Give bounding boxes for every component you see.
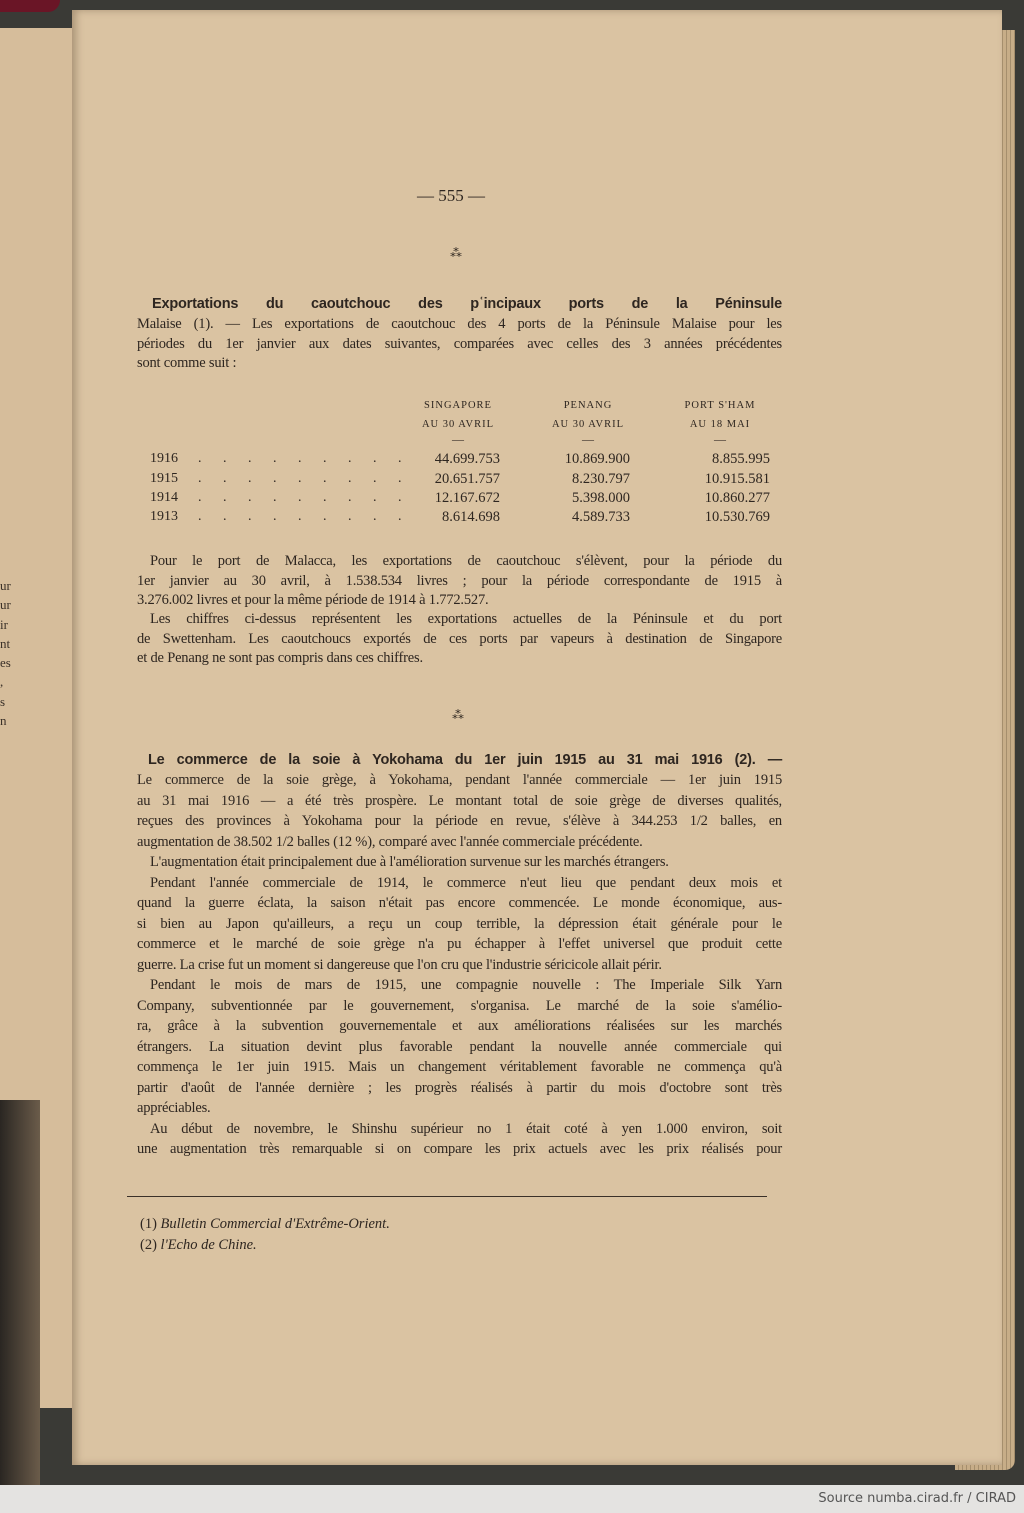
col-dash: — xyxy=(452,432,464,446)
footnote-text: Bulletin Commercial d'Extrême-Orient. xyxy=(160,1216,390,1232)
col-subheader: AU 18 MAI xyxy=(689,419,751,430)
table-cell: 10.869.900 xyxy=(564,451,630,467)
table-cell: 8.855.995 xyxy=(712,451,770,467)
section-separator: ⁂ xyxy=(452,708,468,722)
table-cell: 10.915.581 xyxy=(704,471,770,487)
row-leader-dots: . . . . . . . . . xyxy=(198,451,411,466)
para-chiffres-line: et de Penang ne sont pas compris dans ces chiffres. xyxy=(137,650,423,666)
section1-title: Exportations du caoutchouc des pʿincipaux ports de la Péninsule xyxy=(152,296,782,312)
binding-ribbon xyxy=(0,0,60,12)
section2-line: Pendant l'année commerciale de 1914, le commerce n'eut lieu que pendant deux mois et xyxy=(150,874,782,891)
row-year: 1914 xyxy=(150,490,178,505)
section2-line: L'augmentation était principalement due à l'amélioration survenue sur les marchés étrangers. xyxy=(150,854,669,870)
row-leader-dots: . . . . . . . . . xyxy=(198,509,411,524)
row-leader-dots: . . . . . . . . . xyxy=(198,490,411,505)
section2-line: augmentation de 38.502 1/2 balles (12 %), comparé avec l'année commerciale précédente. xyxy=(137,833,643,850)
row-year: 1915 xyxy=(150,471,178,486)
margin-fragment: , xyxy=(0,674,4,690)
footnote-text: l'Echo de Chine. xyxy=(160,1237,257,1253)
section1-line: Malaise (1). — Les exportations de caoutchouc des 4 ports de la Péninsule Malaise pour les xyxy=(137,316,782,332)
margin-fragment: nt xyxy=(0,635,11,651)
section1-line: sont comme suit : xyxy=(137,355,237,371)
margin-fragment: ir xyxy=(0,616,8,632)
col-header: SINGAPORE xyxy=(424,400,492,411)
footnote-rule xyxy=(127,1196,767,1197)
table-cell: 20.651.757 xyxy=(434,471,500,487)
table-cell: 4.589.733 xyxy=(572,509,630,525)
section1-line: périodes du 1er janvier aux dates suivantes, comparées avec celles des 3 années précédentes xyxy=(137,336,782,352)
para-malacca-line: 3.276.002 livres et pour la même période de 1914 à 1.772.527. xyxy=(137,592,489,608)
row-year: 1916 xyxy=(150,451,178,466)
section2-line: ra, grâce à la subvention gouvernementale et aux améliorations réalisées sur les marchés xyxy=(137,1018,782,1034)
gutter-shadow xyxy=(0,1100,40,1485)
table-cell: 10.860.277 xyxy=(704,490,770,506)
col-subheader: AU 30 AVRIL xyxy=(551,419,625,430)
table-cell: 10.530.769 xyxy=(704,509,770,525)
section2-line: commerce et le marché de soie grège n'a pu échapper à l'effet universel que produit cette xyxy=(137,936,782,952)
col-header: PENANG xyxy=(563,400,613,411)
row-leader-dots: . . . . . . . . . xyxy=(198,471,411,486)
table-cell: 8.614.698 xyxy=(442,509,500,525)
para-chiffres-line: de Swettenham. Les caoutchoucs exportés de ces ports par vapeurs à destination de Singapore xyxy=(137,631,782,647)
margin-fragments xyxy=(0,576,20,730)
section2-line: au 31 mai 1916 — a été très prospère. Le montant total de soie grège de diverses qualités, xyxy=(137,792,782,809)
footnote-2 xyxy=(140,1237,257,1254)
section2-line: une augmentation très remarquable si on compare les prix actuels avec les prix réalisés pour xyxy=(137,1141,782,1157)
para-chiffres-line: Les chiffres ci-dessus représentent les exportations actuelles de la Péninsule et du port xyxy=(150,611,782,627)
source-credit: Source numba.cirad.fr / CIRAD xyxy=(818,1491,1016,1506)
section2-line: appréciables. xyxy=(137,1100,211,1116)
section2-line: Au début de novembre, le Shinshu supérieur no 1 était coté à yen 1.000 environ, soit xyxy=(150,1120,782,1137)
section2-line: quand la guerre éclata, la saison n'était pas encore commencée. Le monde économique, aus- xyxy=(137,895,782,911)
margin-fragment: n xyxy=(0,713,7,729)
page-number: — 555 — xyxy=(417,186,485,205)
para-malacca-line: Pour le port de Malacca, les exportations de caoutchouc s'élèvent, pour la période du xyxy=(150,553,782,569)
section2-line: reçues des provinces à Yokohama pour la période en revue, s'élève à 344.253 1/2 balles, en xyxy=(137,813,782,829)
margin-fragment: ur xyxy=(0,578,11,593)
margin-fragment: ur xyxy=(0,597,11,613)
section2-line: partir d'août de l'année dernière ; les progrès réalisés à partir du mois d'octobre sont très xyxy=(137,1079,782,1096)
section2-line: Company, subventionnée par le gouvernement, s'organisa. Le marché de la soie s'amélio- xyxy=(137,997,782,1014)
col-dash: — xyxy=(714,432,726,446)
section2-line: Le commerce de la soie grège, à Yokohama, pendant l'année commerciale — 1er juin 1915 xyxy=(137,772,782,788)
margin-fragment: s xyxy=(0,693,6,709)
para-malacca-line: 1er janvier au 30 avril, à 1.538.534 livres ; pour la période correspondante de 1915 à xyxy=(137,573,782,589)
footnote-mark: (1) xyxy=(140,1216,157,1232)
margin-fragment: es xyxy=(0,655,11,671)
section2-line: si bien au Japon qu'ailleurs, a reçu un coup terrible, la dépression était générale pour le xyxy=(137,915,782,932)
row-year: 1913 xyxy=(150,509,178,524)
col-subheader: AU 30 AVRIL xyxy=(421,419,495,430)
footnote-1 xyxy=(140,1216,390,1233)
table-cell: 5.398.000 xyxy=(572,490,630,506)
table-cell: 12.167.672 xyxy=(434,490,500,506)
section2-line: étrangers. La situation devint plus favorable pendant la nouvelle année commerciale qui xyxy=(137,1038,782,1055)
col-header: PORT S'HAM xyxy=(684,400,756,411)
section2-title: Le commerce de la soie à Yokohama du 1er juin 1915 au 31 mai 1916 (2). — xyxy=(148,752,782,768)
section2-line: Pendant le mois de mars de 1915, une compagnie nouvelle : The Imperiale Silk Yarn xyxy=(150,977,782,993)
footnote-mark: (2) xyxy=(140,1237,157,1253)
section2-line: guerre. La crise fut un moment si dangereuse que l'on cru que l'industrie séricicole allait périr. xyxy=(137,956,662,973)
table-cell: 44.699.753 xyxy=(434,451,500,467)
col-dash: — xyxy=(582,432,594,446)
section2-line: commença le 1er juin 1915. Mais un changement véritablement favorable ne commença qu'à xyxy=(137,1059,782,1075)
section-separator: ⁂ xyxy=(450,246,466,260)
table-cell: 8.230.797 xyxy=(572,471,630,487)
